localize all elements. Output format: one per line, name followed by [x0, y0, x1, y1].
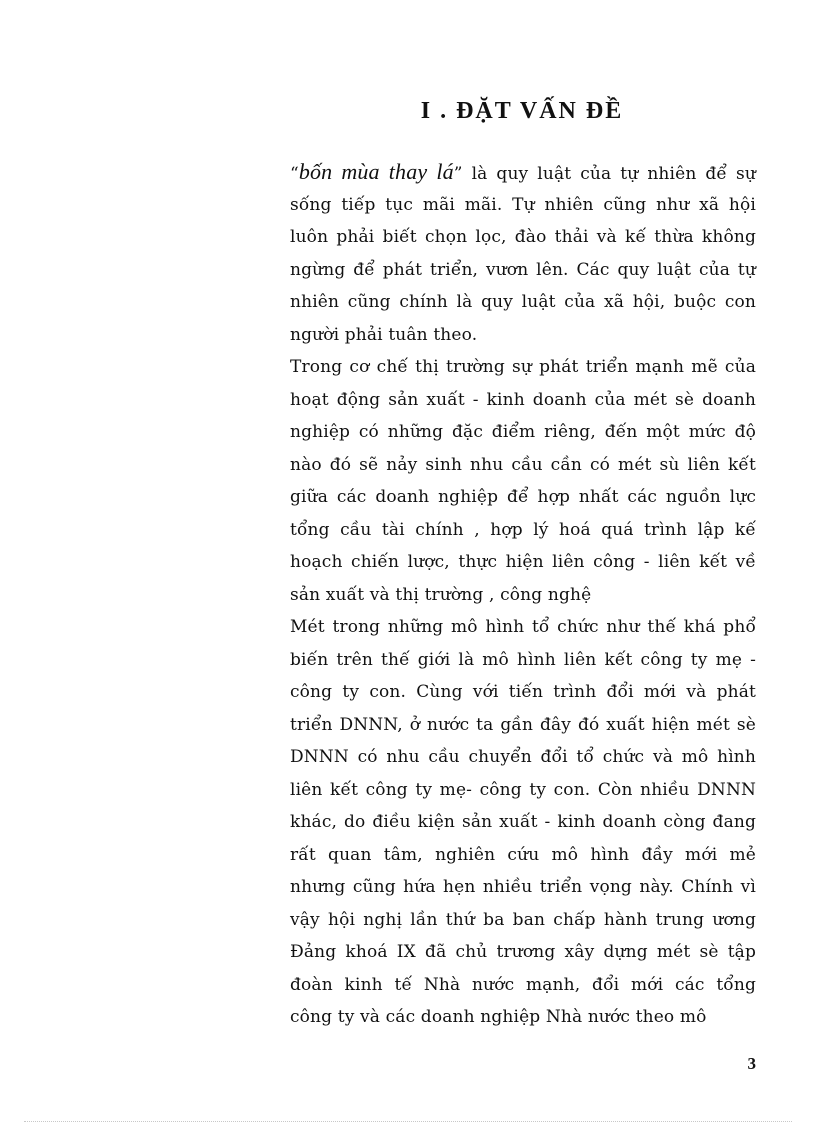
text-line: biến trên thế giới là mô hình liên kết công ty mẹ - — [290, 649, 756, 670]
text-line: sản xuất và thị trường , công nghệ — [290, 584, 592, 605]
text-line: hoạt động sản xuất - kinh doanh của mét sè doanh — [290, 389, 756, 410]
text-line: nhưng cũng hứa hẹn nhiều triển vọng này. Chính vì — [290, 877, 756, 897]
document-body — [290, 156, 756, 1034]
text-line: Trong cơ chế thị trường sự phát triển mạnh mẽ của — [290, 357, 756, 377]
italic-phrase: bốn mùa thay lá — [298, 159, 454, 184]
text-line: công ty con. Cùng với tiến trình đổi mới và phát — [290, 682, 756, 702]
text-line: vậy hội nghị lần thứ ba ban chấp hành trung ương — [290, 909, 756, 930]
text-line: triển DNNN, ở nước ta gần đây đó xuất hiện mét sè — [290, 714, 756, 735]
section-heading: I . ĐẶT VẤN ĐỀ — [420, 98, 624, 124]
text-line: giữa các doanh nghiệp để hợp nhất các nguồn lực — [290, 487, 756, 507]
text-line: nào đó sẽ nảy sinh nhu cầu cần có mét sù liên kết — [290, 454, 756, 475]
page-number: 3 — [747, 1054, 756, 1073]
text-line: đoàn kinh tế Nhà nước mạnh, đổi mới các tổng — [290, 974, 756, 995]
close-quote: ” — [453, 164, 463, 184]
text-line: người phải tuân theo. — [290, 324, 478, 345]
text-line: nhiên cũng chính là quy luật của xã hội, buộc con — [290, 292, 756, 312]
text-line: khác, do điều kiện sản xuất - kinh doanh còng đang — [290, 812, 756, 832]
page-bottom-divider — [24, 1121, 792, 1122]
text-line: rất quan tâm, nghiên cứu mô hình đầy mới mẻ — [290, 844, 756, 865]
line-text: là quy luật của tự nhiên để sự — [462, 164, 756, 184]
text-line: liên kết công ty mẹ- công ty con. Còn nhiều DNNN — [290, 779, 756, 800]
text-line: sống tiếp tục mãi mãi. Tự nhiên cũng như xã hội — [290, 194, 756, 215]
text-line: hoạch chiến lược, thực hiện liên công - liên kết về — [290, 552, 756, 572]
text-line — [290, 156, 756, 189]
text-line: tổng cầu tài chính , hợp lý hoá quá trình lập kế — [290, 519, 756, 540]
text-line: DNNN có nhu cầu chuyển đổi tổ chức và mô hình — [290, 747, 756, 767]
text-line: Đảng khoá IX đã chủ trương xây dựng mét sè tập — [290, 942, 756, 962]
text-line: công ty và các doanh nghiệp Nhà nước theo mô — [290, 1007, 707, 1027]
text-line: Mét trong những mô hình tổ chức như thế khá phổ — [290, 617, 756, 637]
text-line: nghiệp có những đặc điểm riêng, đến một mức độ — [290, 422, 756, 442]
open-quote: “ — [290, 164, 299, 184]
text-line: luôn phải biết chọn lọc, đào thải và kế thừa không — [290, 227, 756, 247]
text-line: ngừng để phát triển, vươn lên. Các quy luật của tự — [290, 259, 756, 280]
